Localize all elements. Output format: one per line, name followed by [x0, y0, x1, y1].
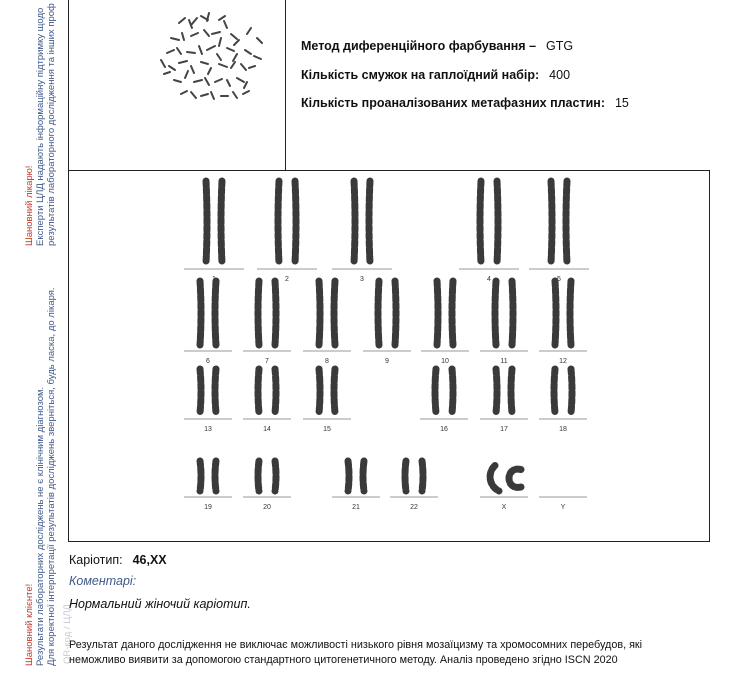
chromosome-18-2: [571, 369, 572, 413]
chromosome-label-8: 8: [325, 358, 329, 365]
chromosome-pair-6: [184, 281, 232, 365]
chromosome-15-1: [319, 369, 320, 413]
bands-count-value: 400: [549, 68, 571, 82]
chromosome-pair-18: [539, 369, 587, 433]
chromosome-pair-22: [390, 461, 438, 511]
karyotype-result: [69, 553, 167, 567]
chromosome-pair-Y: [539, 497, 587, 511]
chromosome-pair-9: [363, 281, 411, 365]
chromosome-12-2: [570, 281, 571, 345]
chromosome-label-21: 21: [352, 504, 360, 511]
client-note-line-2: Для коректної інтерпретації результатів досліджень зверніться, будь ласка, до лікаря.: [46, 287, 57, 666]
chromosome-7-1: [258, 281, 259, 345]
chromosome-22-1: [405, 461, 406, 491]
doctor-note-line-1: Експерти ЦЛД надають інформаційну підтримку щодо: [35, 7, 46, 246]
staining-method-row: [301, 39, 573, 53]
chromosome-label-7: 7: [265, 358, 269, 365]
plates-count-label: Кількість проаналізованих метафазних пластин:: [301, 96, 605, 110]
chromosome-2-2: [295, 181, 296, 263]
disclaimer-line-1: Результат даного дослідження не виключає можливості низького рівня мозаїцизму та хромосомних перебудов, які: [69, 639, 643, 651]
chromosome-X-1: [490, 466, 499, 492]
chromosome-22-2: [422, 461, 423, 491]
chromosome-20-1: [258, 461, 259, 491]
chromosome-label-20: 20: [263, 504, 271, 511]
chromosome-6-2: [215, 281, 216, 345]
client-note: [24, 287, 57, 666]
chromosome-label-2: 2: [285, 276, 289, 283]
chromosome-8-2: [334, 281, 335, 345]
bands-count-label: Кількість смужок на гаплоїдний набір:: [301, 68, 540, 82]
client-note-title: Шановний клієнте!: [24, 583, 35, 666]
chromosome-3-1: [354, 181, 355, 263]
chromosome-pair-3: [332, 181, 392, 283]
chromosome-label-16: 16: [440, 426, 448, 433]
chromosome-1-2: [221, 181, 222, 263]
chromosome-3-2: [369, 181, 370, 263]
chromosome-21-1: [348, 461, 349, 491]
chromosome-pair-12: [539, 281, 587, 365]
comments-label: Коментарі:: [69, 574, 137, 588]
chromosome-label-18: 18: [559, 426, 567, 433]
chromosome-pair-5: [529, 181, 589, 283]
chromosome-pair-10: [421, 281, 469, 365]
chromosome-pair-13: [184, 369, 232, 433]
chromosome-11-2: [512, 281, 513, 345]
karyotype-label: Каріотип:: [69, 553, 123, 567]
chromosome-pair-4: [459, 181, 519, 283]
chromosome-20-2: [275, 461, 276, 491]
chromosome-14-1: [258, 369, 259, 413]
chromosome-pair-20: [243, 461, 291, 511]
chromosome-pair-1: [184, 181, 244, 283]
doctor-note-title: Шановний лікарю!: [24, 165, 35, 246]
karyogram-box: [68, 170, 710, 542]
chromosome-label-6: 6: [206, 358, 210, 365]
chromosome-16-2: [452, 369, 453, 413]
chromosome-pair-8: [303, 281, 351, 365]
chromosome-label-4: 4: [487, 276, 491, 283]
metaphase-spread-image: [149, 8, 309, 108]
karyogram-image: [69, 171, 709, 541]
chromosome-6-1: [200, 281, 201, 345]
chromosome-label-3: 3: [360, 276, 364, 283]
disclaimer-line-2: неможливо виявити за допомогою стандартного цитогенетичного методу. Аналіз проведено згідно ISCN 2020: [69, 654, 618, 666]
chromosome-label-22: 22: [410, 504, 418, 511]
chromosome-5-2: [566, 181, 567, 263]
chromosome-X-2: [509, 469, 521, 487]
comment-text: Нормальний жіночий каріотип.: [69, 597, 251, 611]
chromosome-label-Y: Y: [560, 504, 566, 511]
client-note-line-1: Результати лабораторних досліджень не є клінічним діагнозом.: [35, 386, 46, 666]
chromosome-10-2: [452, 281, 453, 345]
chromosome-4-1: [480, 181, 481, 263]
chromosome-pair-2: [257, 181, 317, 283]
metaphase-image-box: [68, 0, 286, 171]
chromosome-label-9: 9: [385, 358, 389, 365]
chromosome-9-1: [378, 281, 379, 345]
chromosome-pair-21: [332, 461, 380, 511]
chromosome-pair-7: [243, 281, 291, 365]
chromosome-label-13: 13: [204, 426, 212, 433]
plates-count-value: 15: [614, 96, 629, 110]
bands-count-row: [301, 68, 570, 82]
chromosome-17-1: [496, 369, 497, 413]
chromosome-pair-14: [243, 369, 291, 433]
chromosome-21-2: [363, 461, 364, 491]
chromosome-label-11: 11: [500, 358, 508, 365]
chromosome-19-2: [215, 461, 216, 491]
chromosome-15-2: [334, 369, 335, 413]
chromosome-label-19: 19: [204, 504, 212, 511]
disclaimer: [69, 638, 719, 668]
chromosome-pair-X: [480, 466, 528, 512]
chromosome-label-17: 17: [500, 426, 508, 433]
chromosome-1-1: [206, 181, 207, 263]
chromosome-pair-15: [303, 369, 351, 433]
chromosome-11-1: [495, 281, 496, 345]
chromosome-5-1: [551, 181, 552, 263]
chromosome-pair-11: [480, 281, 528, 365]
chromosome-19-1: [200, 461, 201, 491]
chromosome-13-1: [200, 369, 201, 413]
chromosome-7-2: [275, 281, 276, 345]
chromosome-label-1: 1: [212, 276, 216, 283]
chromosome-16-1: [435, 369, 436, 413]
watermark-text: QR-код / ЦЛД: [62, 604, 73, 664]
chromosome-2-1: [278, 181, 279, 263]
chromosome-label-5: 5: [557, 276, 561, 283]
chromosome-label-10: 10: [441, 358, 449, 365]
staining-method-value: GTG: [546, 39, 574, 53]
chromosome-pair-17: [480, 369, 528, 433]
karyotype-value: 46,ХХ: [132, 553, 167, 567]
chromosome-4-2: [497, 181, 498, 263]
chromosome-8-1: [319, 281, 320, 345]
chromosome-9-2: [395, 281, 396, 345]
chromosome-12-1: [555, 281, 556, 345]
chromosome-10-1: [437, 281, 438, 345]
chromosome-17-2: [511, 369, 512, 413]
chromosome-18-1: [554, 369, 555, 413]
chromosome-label-12: 12: [559, 358, 567, 365]
chromosome-label-14: 14: [263, 426, 271, 433]
chromosome-label-X: X: [501, 504, 507, 511]
chromosome-pair-19: [184, 461, 232, 511]
doctor-note: [24, 3, 57, 246]
chromosome-label-15: 15: [323, 426, 331, 433]
chromosome-13-2: [215, 369, 216, 413]
plates-count-row: [301, 96, 629, 110]
doctor-note-line-2: результатів лабораторного дослідження та інших проф: [46, 3, 57, 246]
chromosome-14-2: [275, 369, 276, 413]
chromosome-pair-16: [420, 369, 468, 433]
staining-method-label: Метод диференційного фарбування –: [301, 39, 537, 53]
